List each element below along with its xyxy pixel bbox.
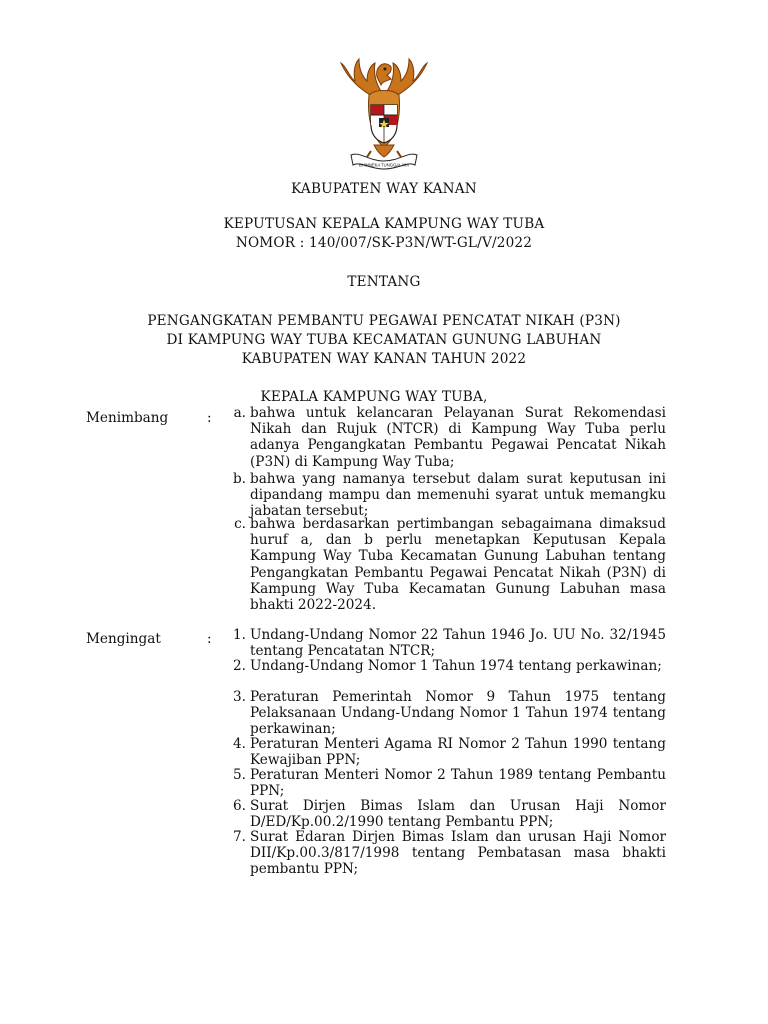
about-heading: TENTANG <box>347 274 421 290</box>
subject-line-3: KABUPATEN WAY KANAN TAHUN 2022 <box>241 351 527 367</box>
mengingat-marker-5: 5. <box>233 767 246 783</box>
emblem-motto: BHINNEKA TUNGGAL IKA <box>358 162 410 168</box>
issuer-heading: KEPALA KAMPUNG WAY TUBA, <box>260 389 488 405</box>
menimbang-item-b: bahwa yang namanya tersebut dalam surat keputusan ini dipandang mampu dan memenuhi syarat untuk memangku jabatan tersebut; <box>250 471 666 520</box>
menimbang-marker-c: c. <box>234 516 246 532</box>
subject-line-2: DI KAMPUNG WAY TUBA KECAMATAN GUNUNG LABUHAN <box>166 332 602 348</box>
regency-heading: KABUPATEN WAY KANAN <box>291 181 477 197</box>
decree-number: NOMOR : 140/007/SK-P3N/WT-GL/V/2022 <box>235 235 533 251</box>
mengingat-item-6: Surat Dirjen Bimas Islam dan Urusan Haji Nomor D/ED/Kp.00.2/1990 tentang Pembantu PPN; <box>250 798 666 831</box>
subject-line-1: PENGANGKATAN PEMBANTU PEGAWAI PENCATAT NIKAH (P3N) <box>147 313 621 329</box>
menimbang-marker-b: b. <box>232 471 246 487</box>
mengingat-item-3: Peraturan Pemerintah Nomor 9 Tahun 1975 tentang Pelaksanaan Undang-Undang Nomor 1 Tahun 1974 tentang perkawinan; <box>250 689 666 738</box>
mengingat-marker-1: 1. <box>233 627 246 643</box>
menimbang-item-c: bahwa berdasarkan pertimbangan sebagaimana dimaksud huruf a, dan b perlu menetapkan Keputusan Kepala Kampung Way Tuba Kecamatan Gunung Labuhan tentang Pengangkatan Pembantu Pegawai Pencatat Nikah (P3N) di Kampung Way Tuba Kecamatan Gunung Labuhan masa bhakti 2022-2024. <box>250 516 666 614</box>
mengingat-marker-2: 2. <box>233 658 246 674</box>
garuda-pancasila-emblem-icon <box>329 55 439 175</box>
mengingat-item-1: Undang-Undang Nomor 22 Tahun 1946 Jo. UU No. 32/1945 tentang Pencatatan NTCR; <box>250 627 666 660</box>
menimbang-colon: : <box>207 410 212 426</box>
menimbang-item-a: bahwa untuk kelancaran Pelayanan Surat Rekomendasi Nikah dan Rujuk (NTCR) di Kampung Way Tuba perlu adanya Pengangkatan Pembantu Pegawai Pencatat Nikah (P3N) di Kampung Way Tuba; <box>250 405 666 470</box>
mengingat-colon: : <box>207 631 212 647</box>
mengingat-item-2: Undang-Undang Nomor 1 Tahun 1974 tentang perkawinan; <box>250 658 662 674</box>
mengingat-item-4: Peraturan Menteri Agama RI Nomor 2 Tahun 1990 tentang Kewajiban PPN; <box>250 736 666 769</box>
mengingat-marker-7: 7. <box>233 829 246 845</box>
mengingat-marker-6: 6. <box>233 798 246 814</box>
mengingat-label: Mengingat <box>86 631 161 647</box>
decree-title: KEPUTUSAN KEPALA KAMPUNG WAY TUBA <box>223 216 545 232</box>
mengingat-item-5: Peraturan Menteri Nomor 2 Tahun 1989 tentang Pembantu PPN; <box>250 767 666 800</box>
menimbang-label: Menimbang <box>86 410 169 426</box>
menimbang-marker-a: a. <box>233 405 246 421</box>
mengingat-marker-4: 4. <box>233 736 246 752</box>
mengingat-item-7: Surat Edaran Dirjen Bimas Islam dan urusan Haji Nomor DII/Kp.00.3/817/1998 tentang Pembatasan masa bhakti pembantu PPN; <box>250 829 666 878</box>
mengingat-marker-3: 3. <box>233 689 246 705</box>
